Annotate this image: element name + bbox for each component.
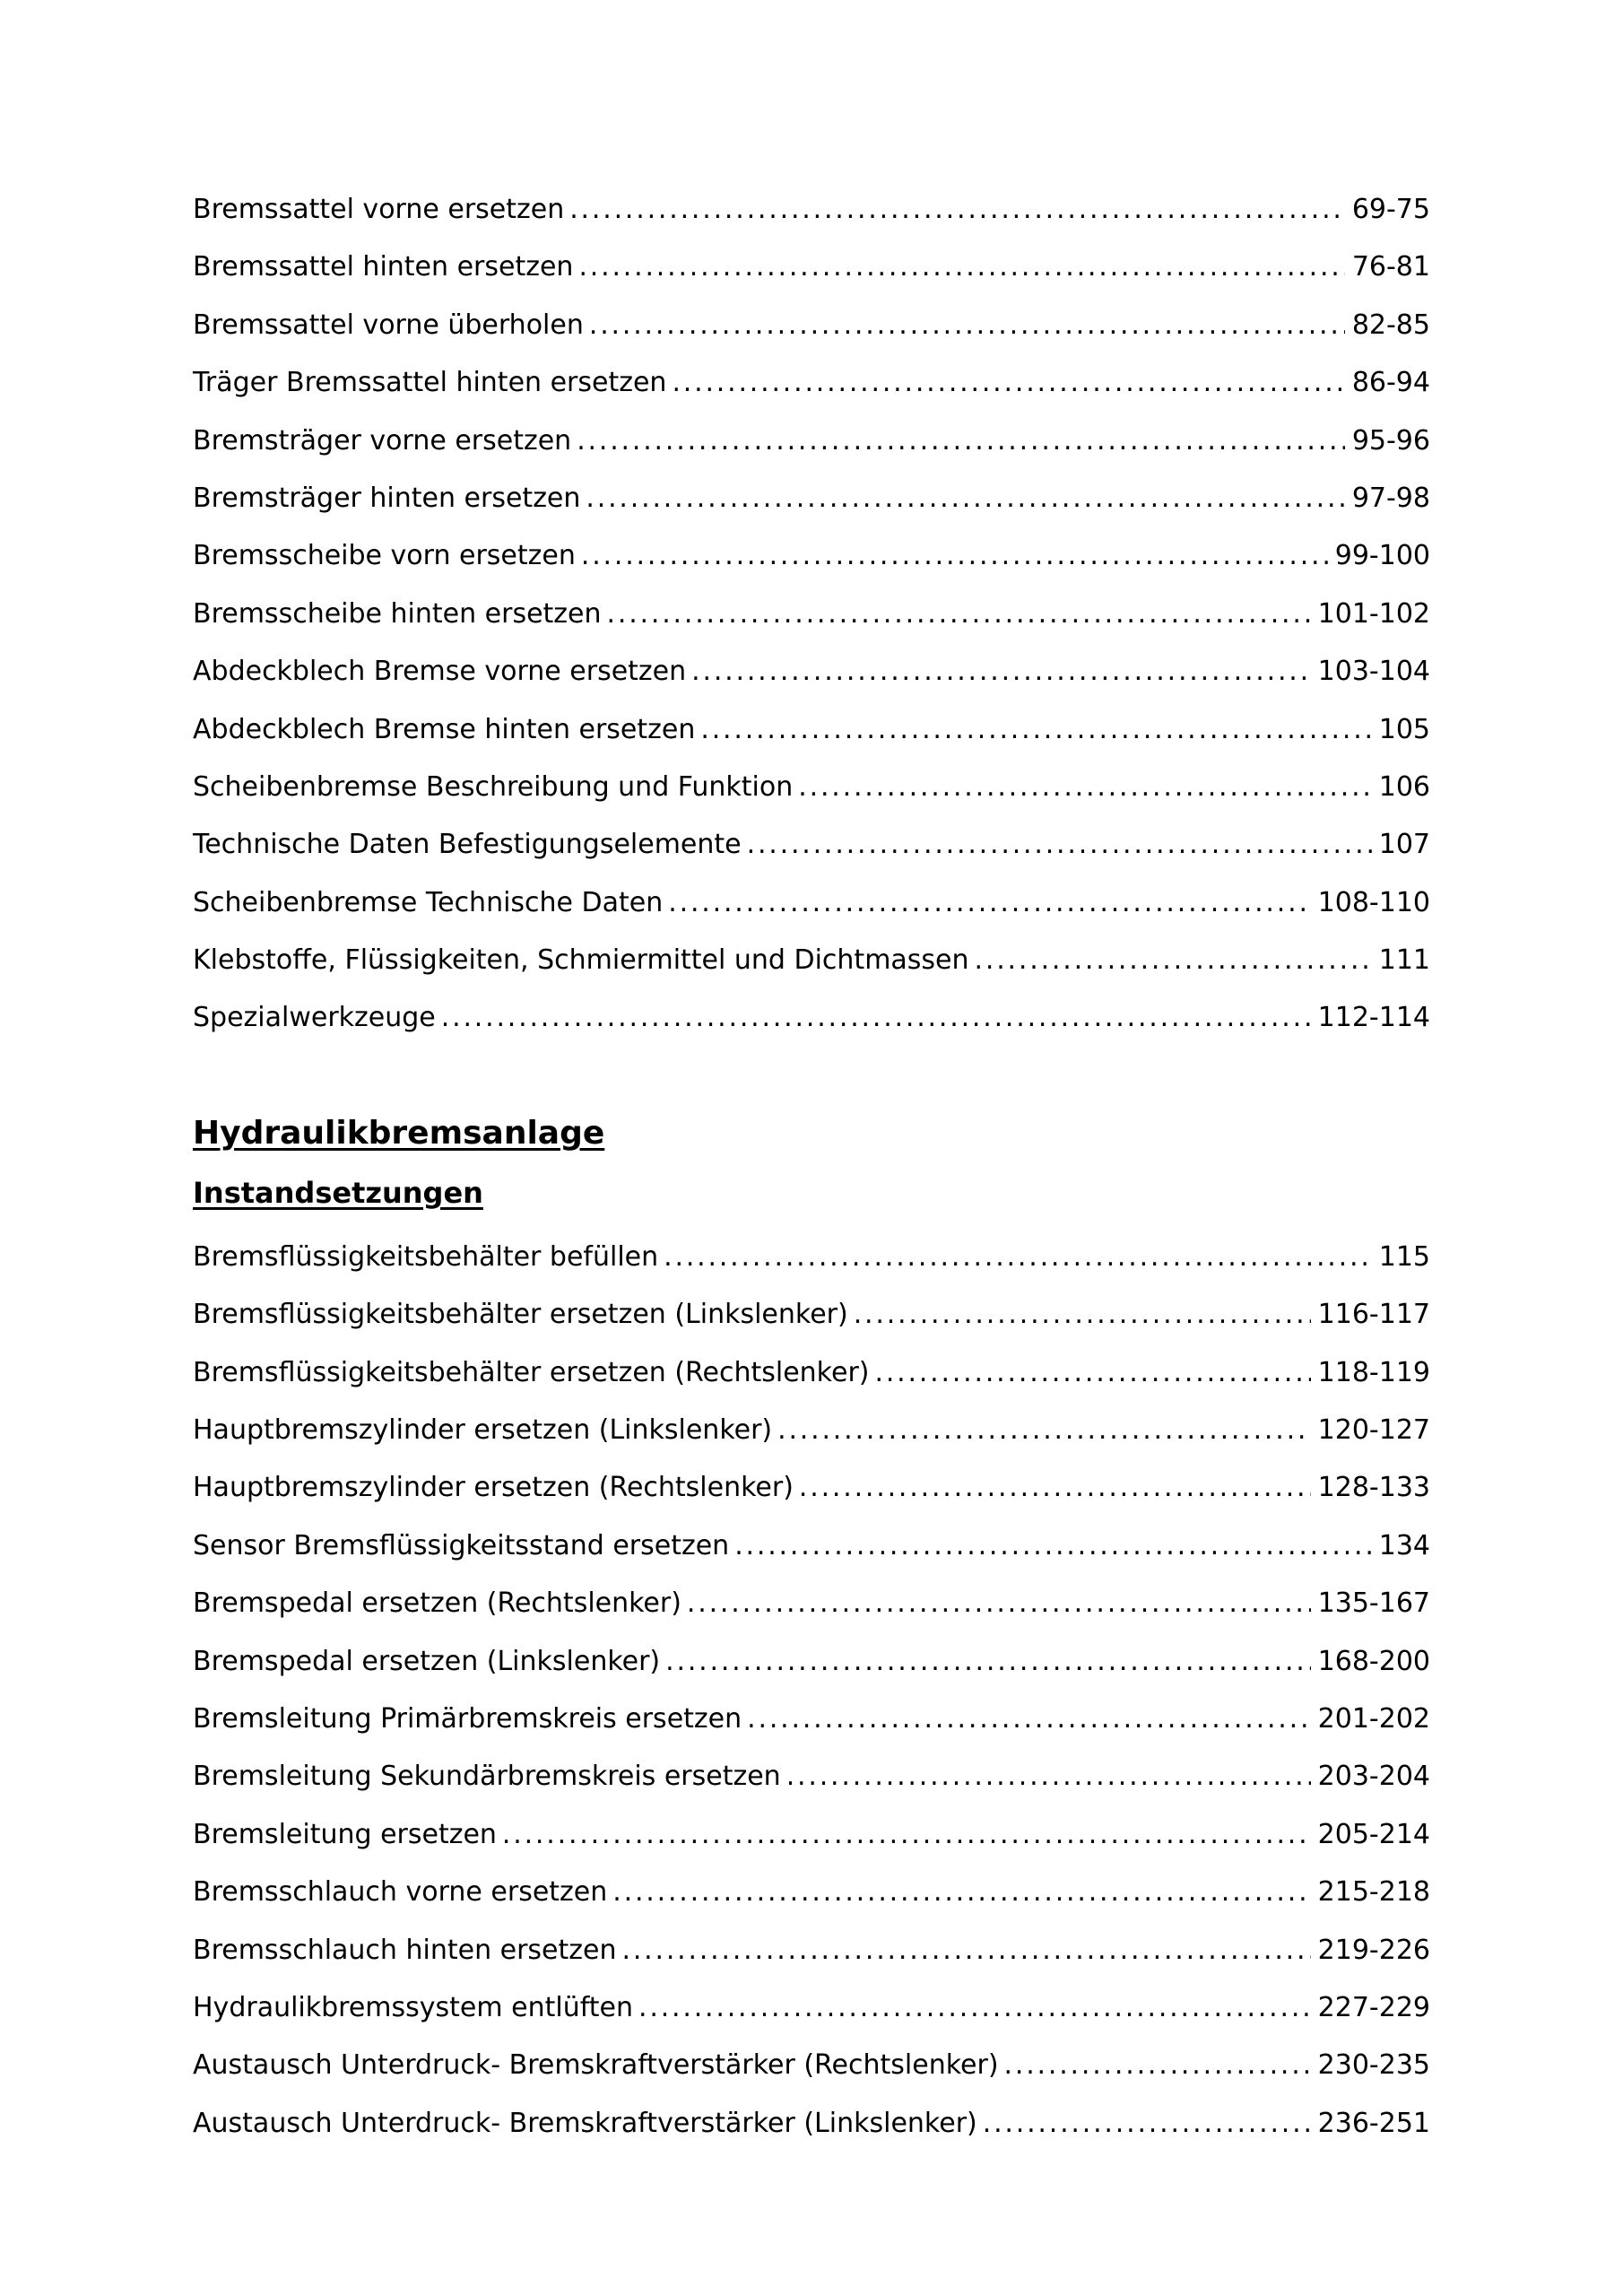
- toc-entry: [193, 1691, 1430, 1748]
- toc-leader-dots: [747, 1691, 1311, 1748]
- toc-leader-dots: [983, 2095, 1311, 2152]
- toc-entry-pages: 107: [1378, 829, 1430, 861]
- toc-leader-dots: [747, 816, 1372, 874]
- toc-entry-label: Bremspedal ersetzen (Linkslenker): [193, 1645, 661, 1677]
- section-heading: Hydraulikbremsanlage: [193, 1114, 605, 1152]
- toc-entry: [193, 1748, 1430, 1805]
- toc-leader-dots: [734, 1518, 1372, 1575]
- toc-entry-label: Austausch Unterdruck- Bremskraftverstärker (Linkslenker): [193, 2107, 977, 2139]
- toc-entry: [193, 1459, 1430, 1517]
- toc-entry: [193, 1633, 1430, 1691]
- toc-entry-pages: 103-104: [1317, 656, 1430, 688]
- toc-entry: [193, 181, 1430, 239]
- toc-entry-label: Klebstoffe, Flüssigkeiten, Schmiermittel und Dichtmassen: [193, 944, 969, 977]
- toc-entry-label: Bremssattel vorne ersetzen: [193, 194, 565, 225]
- toc-leader-dots: [687, 1575, 1311, 1632]
- toc-entry-pages: 76-81: [1351, 251, 1430, 283]
- toc-section-disc-brakes: [193, 181, 1430, 1048]
- toc-entry-pages: 106: [1378, 770, 1430, 803]
- toc-entry-label: Bremsschlauch vorne ersetzen: [193, 1876, 608, 1909]
- toc-entry: [193, 1979, 1430, 2037]
- toc-entry-pages: 69-75: [1351, 194, 1430, 225]
- toc-leader-dots: [1004, 2037, 1311, 2094]
- toc-entry-list: [193, 1229, 1430, 2152]
- toc-entry-label: Bremsträger vorne ersetzen: [193, 424, 572, 457]
- toc-entry: [193, 989, 1430, 1047]
- toc-leader-dots: [975, 932, 1372, 989]
- toc-entry-pages: 86-94: [1351, 367, 1430, 399]
- toc-entry-label: Hauptbremszylinder ersetzen (Rechtslenker): [193, 1472, 794, 1504]
- toc-leader-dots: [502, 1806, 1311, 1864]
- toc-entry: [193, 1864, 1430, 1921]
- toc-leader-dots: [691, 643, 1310, 700]
- toc-entry: [193, 643, 1430, 700]
- toc-entry-label: Bremsschlauch hinten ersetzen: [193, 1934, 617, 1966]
- toc-entry-label: Abdeckblech Bremse hinten ersetzen: [193, 713, 696, 745]
- toc-leader-dots: [874, 1344, 1310, 1402]
- toc-entry-pages: 105: [1378, 713, 1430, 745]
- toc-leader-dots: [672, 354, 1344, 412]
- toc-entry-label: Austausch Unterdruck- Bremskraftverstärker (Rechtslenker): [193, 2049, 999, 2082]
- toc-entry: [193, 354, 1430, 412]
- toc-entry: [193, 1922, 1430, 1979]
- toc-entry-label: Spezialwerkzeuge: [193, 1002, 436, 1034]
- toc-leader-dots: [577, 413, 1345, 470]
- toc-entry: [193, 1229, 1430, 1286]
- toc-leader-dots: [607, 586, 1311, 643]
- toc-entry-label: Bremsscheibe hinten ersetzen: [193, 597, 602, 630]
- toc-entry-label: Bremsleitung ersetzen: [193, 1818, 497, 1850]
- toc-entry: [193, 1402, 1430, 1459]
- toc-entry-label: Bremsflüssigkeitsbehälter ersetzen (Linkslenker): [193, 1299, 848, 1331]
- toc-entry-pages: 95-96: [1351, 424, 1430, 457]
- toc-entry: [193, 701, 1430, 759]
- toc-entry-label: Träger Bremssattel hinten ersetzen: [193, 367, 667, 399]
- toc-leader-dots: [621, 1922, 1310, 1979]
- toc-entry: [193, 1575, 1430, 1632]
- toc-entry: [193, 2037, 1430, 2094]
- toc-entry-label: Bremssattel hinten ersetzen: [193, 251, 574, 283]
- toc-entry-pages: 219-226: [1317, 1934, 1430, 1966]
- toc-entry-pages: 135-167: [1317, 1587, 1430, 1620]
- toc-leader-dots: [798, 759, 1371, 816]
- toc-entry: [193, 1518, 1430, 1575]
- toc-entry-pages: 120-127: [1317, 1414, 1430, 1447]
- toc-entry-pages: 168-200: [1317, 1645, 1430, 1677]
- section-subheading: Instandsetzungen: [193, 1175, 483, 1210]
- toc-leader-dots: [668, 874, 1310, 932]
- toc-entry: [193, 297, 1430, 354]
- toc-page: [193, 181, 1430, 2152]
- toc-entry-label: Abdeckblech Bremse vorne ersetzen: [193, 656, 687, 688]
- toc-entry: [193, 586, 1430, 643]
- toc-leader-dots: [589, 297, 1345, 354]
- toc-entry-label: Sensor Bremsflüssigkeitsstand ersetzen: [193, 1529, 730, 1561]
- toc-entry-pages: 230-235: [1317, 2049, 1430, 2082]
- toc-entry: [193, 874, 1430, 932]
- toc-entry: [193, 527, 1430, 585]
- toc-entry-label: Bremsleitung Sekundärbremskreis ersetzen: [193, 1761, 781, 1793]
- toc-entry-label: Bremsflüssigkeitsbehälter befüllen: [193, 1240, 659, 1273]
- toc-entry-pages: 112-114: [1317, 1002, 1430, 1034]
- toc-leader-dots: [441, 989, 1311, 1047]
- toc-entry-pages: 82-85: [1351, 309, 1430, 341]
- toc-entry-label: Bremspedal ersetzen (Rechtslenker): [193, 1587, 681, 1620]
- toc-entry: [193, 816, 1430, 874]
- toc-entry-pages: 128-133: [1317, 1472, 1430, 1504]
- toc-section-hydraulic-brakes: [193, 1114, 1430, 2152]
- toc-entry-pages: 203-204: [1317, 1761, 1430, 1793]
- toc-entry-list: [193, 181, 1430, 1048]
- toc-entry: [193, 1344, 1430, 1402]
- toc-entry-pages: 101-102: [1317, 597, 1430, 630]
- toc-entry-label: Scheibenbremse Beschreibung und Funktion: [193, 770, 794, 803]
- toc-entry-pages: 215-218: [1317, 1876, 1430, 1909]
- toc-leader-dots: [700, 701, 1371, 759]
- toc-entry-label: Bremsträger hinten ersetzen: [193, 482, 581, 514]
- toc-entry-label: Scheibenbremse Technische Daten: [193, 886, 664, 918]
- toc-entry-pages: 205-214: [1317, 1818, 1430, 1850]
- toc-entry: [193, 2095, 1430, 2152]
- toc-entry-pages: 118-119: [1317, 1356, 1430, 1388]
- toc-leader-dots: [578, 239, 1344, 296]
- toc-entry: [193, 239, 1430, 296]
- toc-leader-dots: [665, 1633, 1311, 1691]
- toc-entry-pages: 111: [1378, 944, 1430, 977]
- toc-entry-label: Bremsflüssigkeitsbehälter ersetzen (Rechtslenker): [193, 1356, 870, 1388]
- toc-leader-dots: [664, 1229, 1372, 1286]
- toc-entry-pages: 108-110: [1317, 886, 1430, 918]
- toc-leader-dots: [638, 1979, 1311, 2037]
- toc-entry-pages: 236-251: [1317, 2107, 1430, 2139]
- toc-leader-dots: [581, 527, 1328, 585]
- toc-leader-dots: [569, 181, 1345, 239]
- toc-leader-dots: [786, 1748, 1311, 1805]
- toc-entry: [193, 470, 1430, 527]
- toc-leader-dots: [854, 1286, 1311, 1344]
- toc-entry: [193, 759, 1430, 816]
- toc-entry-label: Bremsscheibe vorn ersetzen: [193, 540, 576, 572]
- toc-entry: [193, 932, 1430, 989]
- toc-entry-pages: 134: [1378, 1529, 1430, 1561]
- toc-entry-pages: 97-98: [1351, 482, 1430, 514]
- toc-entry-pages: 99-100: [1334, 540, 1430, 572]
- toc-entry: [193, 413, 1430, 470]
- toc-leader-dots: [799, 1459, 1311, 1517]
- toc-entry-label: Bremssattel vorne überholen: [193, 309, 584, 341]
- toc-entry-label: Technische Daten Befestigungselemente: [193, 829, 742, 861]
- toc-entry-pages: 115: [1378, 1240, 1430, 1273]
- toc-entry-pages: 201-202: [1317, 1702, 1430, 1735]
- toc-entry-label: Bremsleitung Primärbremskreis ersetzen: [193, 1702, 742, 1735]
- toc-leader-dots: [612, 1864, 1310, 1921]
- toc-entry-pages: 116-117: [1317, 1299, 1430, 1331]
- toc-entry-pages: 227-229: [1317, 1991, 1430, 2023]
- toc-entry-label: Hauptbremszylinder ersetzen (Linkslenker): [193, 1414, 773, 1447]
- toc-entry: [193, 1806, 1430, 1864]
- toc-entry-label: Hydraulikbremssystem entlüften: [193, 1991, 634, 2023]
- toc-entry: [193, 1286, 1430, 1344]
- toc-leader-dots: [586, 470, 1344, 527]
- toc-leader-dots: [777, 1402, 1311, 1459]
